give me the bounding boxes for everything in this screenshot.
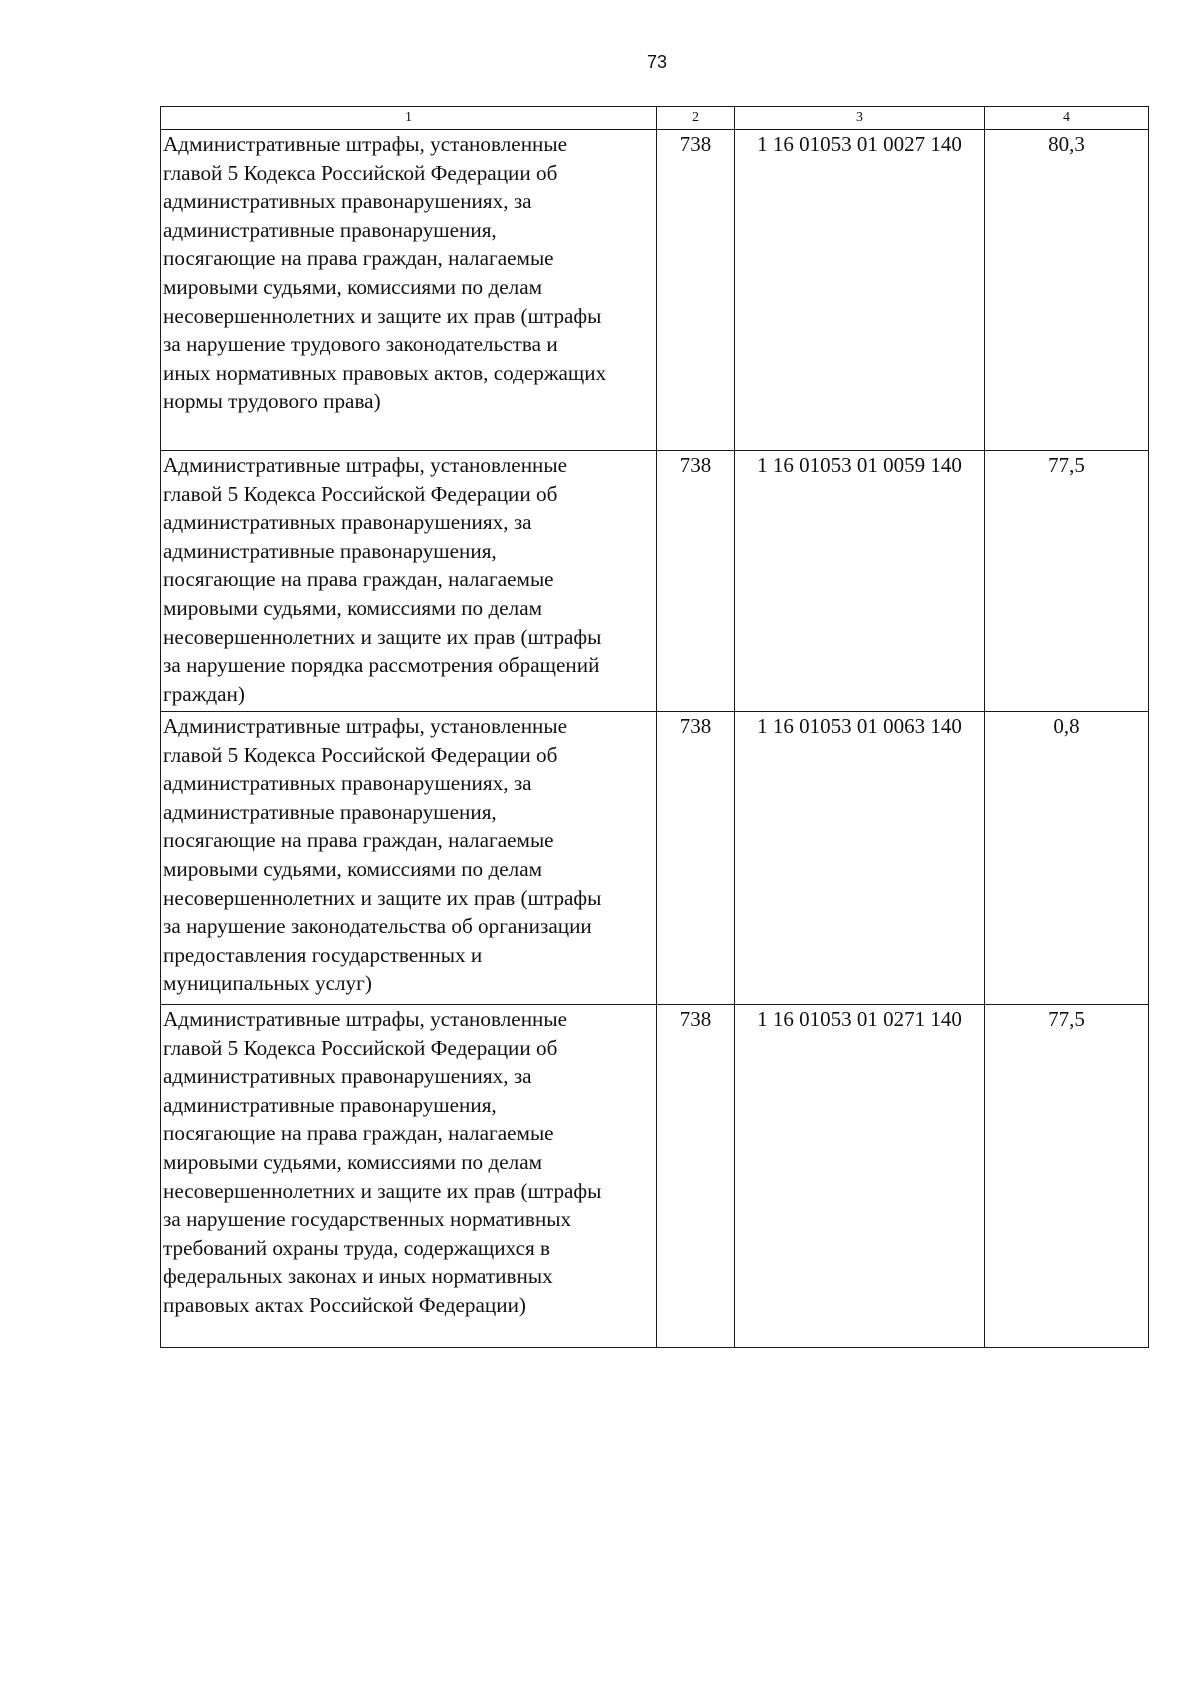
fine-description: Административные штрафы, установленные главой 5 Кодекса Российской Федерации об административных правонарушениях, за административные правонарушения, посягающие на права граждан, налагаемые мировыми судьями, комиссиями по делам несовершеннолетних и защите их прав (штрафы за нарушение государственных нормативных требований охраны труда, содержащихся в федеральных законах и иных нормативных правовых актах Российской Федерации) bbox=[161, 1005, 657, 1348]
fine-description: Административные штрафы, установленные главой 5 Кодекса Российской Федерации об административных правонарушениях, за административные правонарушения, посягающие на права граждан, налагаемые мировыми судьями, комиссиями по делам несовершеннолетних и защите их прав (штрафы за нарушение законодательства об организации предоставления государственных и муниципальных услуг) bbox=[161, 712, 657, 1005]
administrator-code: 738 bbox=[657, 712, 735, 1005]
administrator-code: 738 bbox=[657, 130, 735, 451]
table-row bbox=[161, 712, 1149, 1005]
table-header-row bbox=[161, 107, 1149, 130]
column-header-3: 3 bbox=[735, 107, 985, 130]
column-header-1: 1 bbox=[161, 107, 657, 130]
budget-classification-code: 1 16 01053 01 0059 140 bbox=[735, 451, 985, 712]
amount-value: 80,3 bbox=[985, 130, 1149, 451]
administrator-code: 738 bbox=[657, 451, 735, 712]
table-row bbox=[161, 451, 1149, 712]
amount-value: 77,5 bbox=[985, 451, 1149, 712]
page-number: 73 bbox=[646, 52, 668, 72]
budget-revenue-table bbox=[160, 106, 1149, 1348]
table-row bbox=[161, 1005, 1149, 1348]
table-row bbox=[161, 130, 1149, 451]
amount-value: 77,5 bbox=[985, 1005, 1149, 1348]
amount-value: 0,8 bbox=[985, 712, 1149, 1005]
administrator-code: 738 bbox=[657, 1005, 735, 1348]
budget-classification-code: 1 16 01053 01 0063 140 bbox=[735, 712, 985, 1005]
budget-classification-code: 1 16 01053 01 0027 140 bbox=[735, 130, 985, 451]
fine-description: Административные штрафы, установленные главой 5 Кодекса Российской Федерации об административных правонарушениях, за административные правонарушения, посягающие на права граждан, налагаемые мировыми судьями, комиссиями по делам несовершеннолетних и защите их прав (штрафы за нарушение трудового законодательства и иных нормативных правовых актов, содержащих нормы трудового права) bbox=[161, 130, 657, 451]
fine-description: Административные штрафы, установленные главой 5 Кодекса Российской Федерации об административных правонарушениях, за административные правонарушения, посягающие на права граждан, налагаемые мировыми судьями, комиссиями по делам несовершеннолетних и защите их прав (штрафы за нарушение порядка рассмотрения обращений граждан) bbox=[161, 451, 657, 712]
column-header-2: 2 bbox=[657, 107, 735, 130]
column-header-4: 4 bbox=[985, 107, 1149, 130]
budget-classification-code: 1 16 01053 01 0271 140 bbox=[735, 1005, 985, 1348]
